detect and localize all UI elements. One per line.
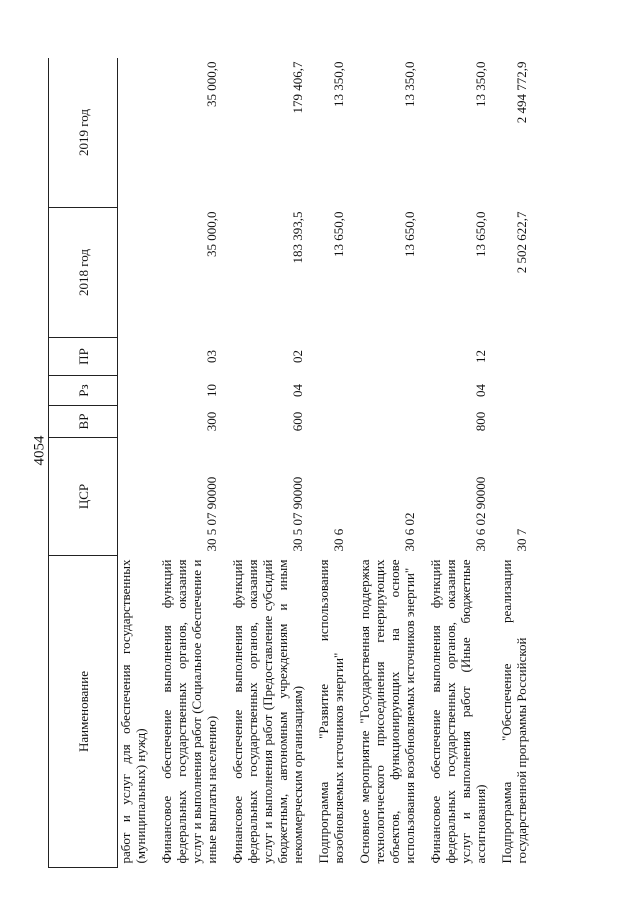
row-vr: 600 <box>290 411 305 432</box>
row-2019: 2 494 772,9 <box>514 61 529 124</box>
row-csr <box>118 438 157 556</box>
row-vr <box>496 406 537 438</box>
table-row <box>313 58 354 868</box>
table-row <box>227 58 313 868</box>
row-vr <box>313 406 354 438</box>
row-name: Подпрограмма "Развитие использования возобновляемых источников энергии" <box>316 559 346 864</box>
row-vr: 300 <box>204 411 219 432</box>
row-vr <box>118 406 157 438</box>
row-name: Подпрограмма "Обеспечение реализации государственной программы Российской <box>499 559 529 864</box>
row-csr: 30 6 <box>331 528 346 552</box>
table-row <box>496 58 537 868</box>
row-csr: 30 5 07 90000 <box>290 476 305 552</box>
header-2019: 2019 год <box>49 58 118 208</box>
header-rz: Рз <box>49 376 118 406</box>
header-pr: ПР <box>49 338 118 376</box>
row-vr: 800 <box>473 411 488 432</box>
rotated-page-frame <box>48 58 595 868</box>
row-2019: 179 406,7 <box>290 61 305 114</box>
header-csr: ЦСР <box>49 438 118 556</box>
rotated-page-content <box>48 58 595 868</box>
table-row <box>425 58 496 868</box>
row-rz <box>118 376 157 406</box>
row-rz: 10 <box>204 384 219 397</box>
row-2019: 13 350,0 <box>331 61 346 107</box>
table-row <box>156 58 227 868</box>
row-csr: 30 5 07 90000 <box>204 476 219 552</box>
row-pr <box>313 338 354 376</box>
header-vr: ВР <box>49 406 118 438</box>
table-row <box>354 58 425 868</box>
row-csr: 30 6 02 90000 <box>473 476 488 552</box>
row-pr <box>354 338 425 376</box>
header-2018: 2018 год <box>49 208 118 338</box>
row-csr: 30 6 02 <box>402 512 417 552</box>
row-2018: 13 650,0 <box>473 211 488 257</box>
row-2018: 183 393,5 <box>290 211 305 264</box>
row-2018: 13 650,0 <box>402 211 417 257</box>
row-2019 <box>118 58 157 208</box>
table-row <box>118 58 157 868</box>
row-name: Финансовое обеспечение выполнения функций федеральных государственных органов, оказания услуг и выполнения работ (Социальное обеспечение и иные выплаты населению) <box>159 559 219 864</box>
row-2019: 35 000,0 <box>204 61 219 107</box>
row-name: работ и услуг для обеспечения государственных (муниципальных) нужд) <box>118 559 148 864</box>
row-pr: 02 <box>290 350 305 363</box>
row-vr <box>354 406 425 438</box>
row-rz: 04 <box>290 384 305 397</box>
page-number: 4054 <box>31 435 48 466</box>
row-2018: 2 502 622,7 <box>514 211 529 274</box>
row-pr: 12 <box>473 350 488 363</box>
row-pr <box>118 338 157 376</box>
row-2019: 13 350,0 <box>473 61 488 107</box>
row-pr <box>496 338 537 376</box>
row-2018: 35 000,0 <box>204 211 219 257</box>
row-rz <box>496 376 537 406</box>
row-rz <box>354 376 425 406</box>
budget-table <box>48 58 537 868</box>
row-2018 <box>118 208 157 338</box>
header-name: Наименование <box>49 556 118 868</box>
row-rz: 04 <box>473 384 488 397</box>
row-rz <box>313 376 354 406</box>
row-name: Финансовое обеспечение выполнения функций федеральных государственных органов, оказания услуг и выполнения работ (Иные бюджетные ассигнования) <box>428 559 488 864</box>
row-name: Финансовое обеспечение выполнения функций федеральных государственных органов, оказания услуг и выполнения работ (Предоставление субсидий бюджетным, автономным учреждениям и иным некоммерческим организациям) <box>230 559 305 864</box>
row-2019: 13 350,0 <box>402 61 417 107</box>
row-csr: 30 7 <box>514 528 529 552</box>
row-pr: 03 <box>204 350 219 363</box>
table-header-row <box>49 58 118 868</box>
row-name: Основное мероприятие "Государственная поддержка технологического присоединения генерирующих объектов, функционирующих на основе использования возобновляемых источников энергии" <box>357 559 417 864</box>
row-2018: 13 650,0 <box>331 211 346 257</box>
